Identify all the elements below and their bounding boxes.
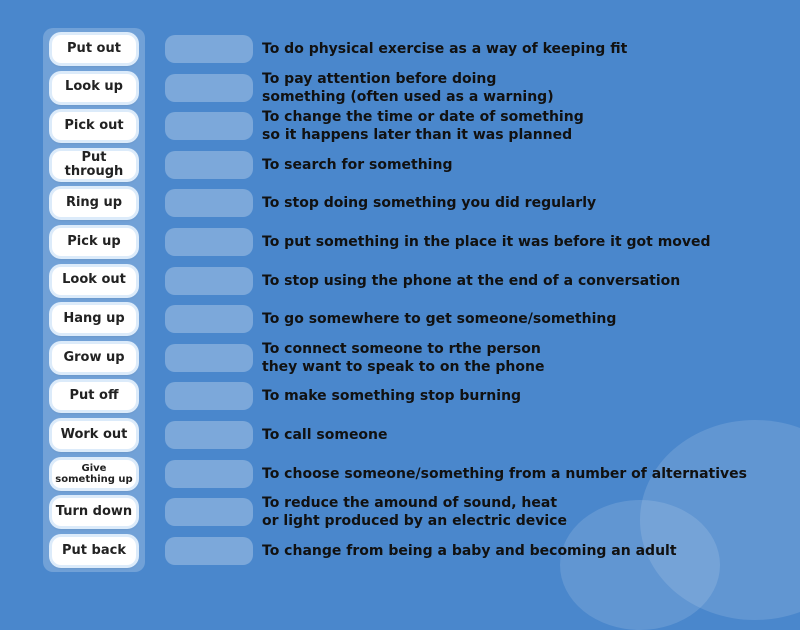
answer-tile[interactable]: Put back	[52, 537, 136, 565]
answer-tile[interactable]: Pick up	[52, 228, 136, 256]
drop-slot[interactable]	[165, 537, 253, 565]
answer-tile[interactable]: Work out	[52, 421, 136, 449]
answer-tile[interactable]: Grow up	[52, 344, 136, 372]
definition-text: To search for something	[262, 156, 453, 173]
definition-text: To call someone	[262, 427, 388, 443]
drop-slot[interactable]	[165, 498, 253, 526]
definition-text: To change the time or date of something so it happens later than it was planned	[262, 109, 584, 144]
drop-slot[interactable]	[165, 189, 253, 217]
drop-slot[interactable]	[165, 112, 253, 140]
definition-text: To stop using the phone at the end of a conversation	[262, 272, 681, 289]
drop-slot[interactable]	[165, 35, 253, 63]
definition-text: To pay attention before doing something (often used as a warning)	[262, 70, 554, 105]
drop-slot[interactable]	[165, 344, 253, 372]
definition-text: To put something in the place it was before it got moved	[262, 234, 711, 250]
drop-slot[interactable]	[165, 74, 253, 102]
drop-slot[interactable]	[165, 421, 253, 449]
answer-tile[interactable]: Hang up	[52, 305, 136, 333]
drop-slot[interactable]	[165, 228, 253, 256]
definition-text: To stop doing something you did regularly	[262, 195, 597, 212]
answer-tile[interactable]: Give something up	[52, 460, 136, 488]
drop-slot[interactable]	[165, 382, 253, 410]
drop-slot[interactable]	[165, 305, 253, 333]
word-bank	[43, 28, 145, 572]
definition-text: To connect someone to rthe person they want to speak to on the phone	[262, 340, 545, 375]
definition-text: To do physical exercise as a way of keeping fit	[262, 41, 628, 57]
drop-slot[interactable]	[165, 151, 253, 179]
definition-text: To reduce the amound of sound, heat or light produced by an electric device	[262, 495, 567, 530]
drop-slot[interactable]	[165, 460, 253, 488]
definition-text: To go somewhere to get someone/something	[262, 311, 617, 328]
answer-tile[interactable]: Look out	[52, 267, 136, 295]
answer-tile[interactable]: Turn down	[52, 498, 136, 526]
definition-text: To make something stop burning	[262, 388, 522, 405]
definition-text: To change from being a baby and becoming an adult	[262, 542, 677, 559]
answer-tile[interactable]: Put through	[52, 151, 136, 179]
answer-tile[interactable]: Look up	[52, 74, 136, 102]
answer-tile[interactable]: Put off	[52, 382, 136, 410]
answer-tile[interactable]: Pick out	[52, 112, 136, 140]
answer-tile[interactable]: Ring up	[52, 189, 136, 217]
definition-text: To choose someone/something from a number of alternatives	[262, 465, 747, 482]
drop-slot[interactable]	[165, 267, 253, 295]
answer-tile[interactable]: Put out	[52, 35, 136, 63]
